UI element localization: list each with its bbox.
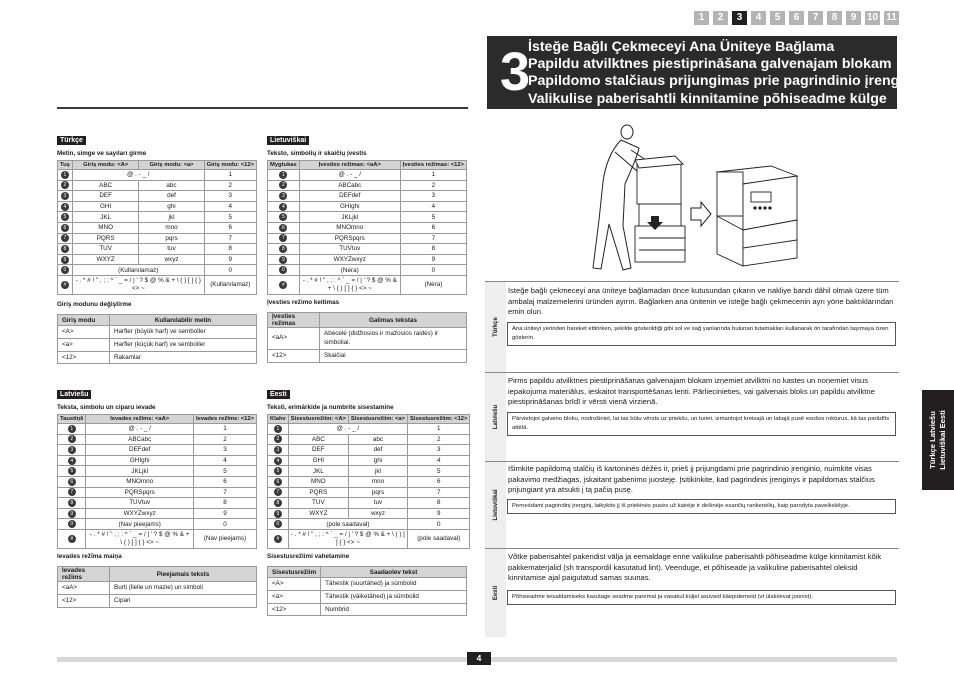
lang-badge-tr: Türkçe (57, 136, 86, 145)
table-row: 7 PQRS pqrs 7 (268, 487, 470, 498)
table-row: 4 GHIghi 4 (268, 201, 467, 212)
page-link-6[interactable]: 6 (789, 11, 804, 25)
page-link-8[interactable]: 8 (827, 11, 842, 25)
table-row: 5 JKL jkl 5 (58, 212, 257, 223)
page-link-1[interactable]: 1 (694, 11, 709, 25)
key-icon: 3 (274, 446, 282, 454)
page-number: 4 (467, 652, 491, 665)
page-link-5[interactable]: 5 (770, 11, 785, 25)
table-row: 4 GHI ghi 4 (268, 455, 470, 466)
key-icon: 8 (274, 499, 282, 507)
table-row: 0 (pole saadaval) 0 (268, 519, 470, 530)
lang-column-et: Eesti (485, 549, 506, 637)
key-icon: 7 (279, 234, 287, 242)
key-icon: 0 (279, 266, 287, 274)
column-header: Giriş modu: <A> (72, 161, 139, 170)
key-icon: # (274, 535, 282, 543)
table-row: 6 MNO mno 6 (58, 222, 257, 233)
key-icon: 4 (68, 457, 76, 465)
section-divider (485, 548, 899, 549)
table-row: 7 PQRSpqrs 7 (268, 233, 467, 244)
table-row: 9 WXYZwxyz 9 (58, 508, 257, 519)
instructions-et: Võtke paberisahtel pakendist välja ja eemaldage enne valikulise paberisahtli põhiseadme külge kinnitamist kõik pakkematerjalid (sh transpordil kasutatud lint). Veenduge, et põhiseade ja valikuline paberisahtel oleksid kinnitamise ajal paigutatud samas suunas. (508, 552, 882, 582)
printer-illustration (575, 120, 825, 275)
page-link-2[interactable]: 2 (713, 11, 728, 25)
column-header: Ievades režīms (58, 567, 110, 582)
column-header: Įvesties režimas: <12> (400, 161, 466, 170)
lang-column-tr: Türkçe (485, 282, 506, 372)
note-et: Põhiseadme teisaldamiseks kasutage seadme paremal ja vasakul küljel asuvaid käepidemeid (vt ülalolevat joonist). (507, 590, 896, 605)
table-row: 8 TUV tuv 8 (58, 244, 257, 255)
table-header-row (268, 567, 467, 578)
key-icon: 2 (279, 181, 287, 189)
key-icon: 0 (68, 520, 76, 528)
table-row: 0 (Nėra) 0 (268, 265, 467, 276)
lang-column-lv: Latviešu (485, 373, 506, 461)
key-icon: 2 (68, 435, 76, 443)
key-icon: 6 (61, 224, 69, 232)
table-row: 2 ABC abc 2 (268, 434, 470, 445)
table-header-row (58, 567, 257, 582)
table-row: <12> Cipari (58, 594, 257, 607)
language-side-tab (922, 390, 954, 490)
section-divider (485, 461, 899, 462)
key-icon: 9 (68, 510, 76, 518)
char-heading-tr: Metin, simge ve sayıları girme (57, 150, 147, 157)
column-header: Sisestusrežiim: <A> (288, 415, 348, 424)
table-row: 1 @ . - _ / 1 (268, 424, 470, 435)
table-row: <12> Skaičiai (268, 350, 467, 363)
step-title-et: Valikulise paberisahtli kinnitamine põhiseadme külge (528, 90, 887, 107)
page-nav (694, 11, 899, 25)
key-icon: 6 (274, 478, 282, 486)
table-row: 1 @ . - _ / 1 (268, 170, 467, 181)
column-header: Ievades režīms: <12> (193, 415, 256, 424)
note-lv: Pārvietojot galveno bloku, nodrošiniet, lai tas būtu vērsts uz priekšu, un turiet, izmantojot kreisajā un labajā pusē esošos rokturus, kā tas parādīts attēlā. (507, 412, 896, 436)
table-row: # - . * # ! " , ; : ^ ` _ = / | ' ? $ @ % & + \ ( ) [ ] { } <> ~ (Kullanılamaz) (58, 275, 257, 294)
mode-heading-lv: Ievades režīma maiņa (57, 553, 122, 560)
mode-table-lt (267, 312, 467, 363)
table-row: 3 DEFdef 3 (268, 191, 467, 202)
table-row: <12> Numbrid (268, 603, 467, 616)
table-row: 1 @ . - _ / 1 (58, 170, 257, 181)
instructions-lv: Pirms papildu atvilktnes piestiprināšanas galvenajam blokam izņemiet atvilktni no kastes un noņemiet visus iepakojuma materiālus, ieskaitot transportēšanas lenti. Pārliecinieties, vai galvenais bloks un papildu atvilktne piestiprināšanas brīdī ir vērsti vienā virzienā. (508, 376, 875, 406)
table-header-row (268, 415, 470, 424)
char-table-tr (57, 160, 257, 295)
table-row: <A> Harfler (büyük harf) ve semboller (58, 326, 257, 339)
step-titles (528, 39, 925, 108)
table-row: 6 MNOmno 6 (268, 222, 467, 233)
column-header: Ievades režīms: <aA> (86, 415, 194, 424)
table-row: 2 ABCabc 2 (268, 180, 467, 191)
column-header: Įvesties režimas: <aA> (299, 161, 400, 170)
note-lt: Perneśdami pagrindinį įrenginį, laikykite jį iš priekinės pusės už kairėje ir dešinėje esančių rankenėlių, kaip parodyta paveikslėlyje. (507, 499, 896, 514)
printer-body (635, 156, 685, 262)
key-icon: 5 (61, 213, 69, 221)
key-icon: 8 (61, 245, 69, 253)
table-header-row (58, 315, 257, 326)
table-row: # - . * # ! " , ; : ^ ` _ = / | ' ? $ @ % & + \ ( ) [ ] { } <> ~ (Nėra) (268, 275, 467, 294)
step-title-lv: Papildu atvilktnes piestiprināšana galvenajam blokam (528, 56, 892, 73)
table-row: <A> Tähestik (suurtähed) ja sümbolid (268, 578, 467, 591)
char-table-lv (57, 414, 257, 549)
char-table-lt (267, 160, 467, 295)
column-header: Taustiņš (58, 415, 86, 424)
key-icon: 3 (279, 192, 287, 200)
note-tr: Ana üniteyi yerinden hareket ettirirken, şekilde gösterildiği gibi sol ve sağ yanlarında bulunan tutamakları kullanarak ön tarafından taşımaya özen gösterin. (507, 322, 896, 346)
key-icon: 6 (279, 224, 287, 232)
char-table-et (267, 414, 470, 549)
key-icon: 0 (274, 520, 282, 528)
column-header: Giriş modu (58, 315, 110, 326)
table-row: 7 PQRS pqrs 7 (58, 233, 257, 244)
table-row: 0 (Kullanılamaz) 0 (58, 265, 257, 276)
key-icon: 4 (61, 203, 69, 211)
column-header: Sisestusrežiim (268, 567, 321, 578)
side-tab-line-2: Lietuviškai Eesti (938, 410, 947, 470)
key-icon: 8 (279, 245, 287, 253)
mode-heading-tr: Giriş modunu değiştirme (57, 301, 132, 308)
page-link-7[interactable]: 7 (808, 11, 823, 25)
column-header: Pieejamais teksts (110, 567, 257, 582)
mode-table-tr (57, 314, 257, 364)
table-row: 1 @ . - _ / 1 (58, 424, 257, 435)
table-row: # - . * # ! " , ; : ^ ` _ = / | ' ? $ @ % & + \ ( ) [ ] { } <> ~ (Nav pieejams) (58, 529, 257, 548)
table-row: <12> Rakamlar (58, 351, 257, 364)
step-header (487, 36, 925, 109)
step-title-lt: Papildomo stalčiaus prijungimas prie pagrindinio įrenginio (528, 73, 925, 90)
char-heading-lv: Teksta, simbolu un ciparu ievade (57, 404, 156, 411)
lang-badge-lv: Latviešu (57, 390, 91, 399)
key-icon: # (279, 281, 287, 289)
table-row: 3 DEF def 3 (268, 445, 470, 456)
page-link-11[interactable]: 11 (884, 11, 899, 25)
key-icon: # (68, 535, 76, 543)
column-header: Giriş modu: <a> (139, 161, 204, 170)
char-heading-et: Teksti, erimärkide ja numbrite sisestamine (267, 404, 394, 411)
table-row: 8 TUVtuv 8 (58, 498, 257, 509)
key-icon: 6 (68, 478, 76, 486)
page-link-3[interactable]: 3 (732, 11, 747, 25)
column-header: Tuş (58, 161, 73, 170)
table-row: 8 TUVtuv 8 (268, 244, 467, 255)
table-row: 5 JKLjkl 5 (58, 466, 257, 477)
table-row: 6 MNOmno 6 (58, 476, 257, 487)
table-row: 9 WXYZ wxyz 9 (268, 508, 470, 519)
column-header: Įvesties režimas (268, 313, 320, 328)
key-icon: 0 (61, 266, 69, 274)
key-icon: 7 (61, 234, 69, 242)
table-row: 2 ABCabc 2 (58, 434, 257, 445)
column-header: Sisestusrežiim: <12> (408, 415, 470, 424)
instructions-tr: İsteğe bağlı çekmeceyi ana üniteye bağlamadan önce kutusundan çıkarın ve nakliye bandı dâhil olmak üzere tüm ambalaj malzemelerini üründen ayırın. Bağlarken ana ünitenin ve isteğe bağlı çekmecenin ayrı yöne baktıklarından emin olun. (508, 286, 894, 316)
mode-heading-et: Sisestusrežiimi vahetamine (267, 553, 350, 560)
column-header: Kullanılabilir metin (110, 315, 257, 326)
mode-table-lv (57, 566, 257, 608)
arrow-right-icon (691, 202, 711, 226)
divider (57, 107, 468, 109)
key-icon: 3 (61, 192, 69, 200)
assembled-printer (717, 166, 797, 266)
table-row: 3 DEF def 3 (58, 191, 257, 202)
table-row: <aA> Burti (lielie un mazie) un simboli (58, 582, 257, 595)
key-icon: 4 (274, 457, 282, 465)
key-icon: # (61, 281, 69, 289)
table-row: # - . * # ! " , ; : ^ ` _ = / | ' ? $ @ % & + \ ( ) [ ] { } <> ~ (pole saadaval) (268, 529, 470, 548)
section-divider (485, 281, 899, 282)
table-row: <aA> Abėcėlė (didžiosios ir mažosios raidės) ir simboliai. (268, 328, 467, 350)
column-header: Galimas tekstas (320, 313, 467, 328)
mode-table-et (267, 566, 467, 616)
table-row: 8 TUV tuv 8 (268, 498, 470, 509)
key-icon: 1 (274, 425, 282, 433)
table-row: 5 JKLjkl 5 (268, 212, 467, 223)
page-link-4[interactable]: 4 (751, 11, 766, 25)
key-icon: 7 (274, 488, 282, 496)
key-icon: 7 (68, 488, 76, 496)
table-row: 5 JKL jkl 5 (268, 466, 470, 477)
step-title-tr: İsteğe Bağlı Çekmeceyi Ana Üniteye Bağlama (528, 39, 835, 55)
table-header-row (58, 161, 257, 170)
column-header: Klahv (268, 415, 289, 424)
step-number: 3 (499, 42, 531, 102)
side-tab-line-1: Türkçe Latviešu (928, 411, 937, 469)
lang-badge-et: Eesti (267, 390, 290, 399)
table-row: 4 GHIghi 4 (58, 455, 257, 466)
column-header: Mygtukas (268, 161, 300, 170)
column-header: Sisestusrežiim: <a> (348, 415, 407, 424)
page-link-10[interactable]: 10 (866, 12, 879, 23)
table-row: 7 PQRSpqrs 7 (58, 487, 257, 498)
section-divider (485, 372, 899, 373)
table-row: <a> Harfler (küçük harf) ve semboller (58, 338, 257, 351)
table-row: 6 MNO mno 6 (268, 476, 470, 487)
table-header-row (268, 161, 467, 170)
key-icon: 1 (61, 171, 69, 179)
column-header: Giriş modu: <12> (204, 161, 256, 170)
table-row: 3 DEFdef 3 (58, 445, 257, 456)
key-icon: 9 (274, 510, 282, 518)
key-icon: 1 (279, 171, 287, 179)
key-icon: 3 (68, 446, 76, 454)
lang-badge-lt: Lietuviškai (267, 136, 309, 145)
key-icon: 2 (61, 181, 69, 189)
key-icon: 9 (279, 256, 287, 264)
lang-column-lt: Lietuviškai (485, 462, 506, 548)
table-row: <a> Tähestik (väiketähed) ja sümbolid (268, 590, 467, 603)
key-icon: 2 (274, 435, 282, 443)
column-header: Saadaolev tekst (321, 567, 467, 578)
key-icon: 9 (61, 256, 69, 264)
table-row: 2 ABC abc 2 (58, 180, 257, 191)
key-icon: 5 (274, 467, 282, 475)
page-link-9[interactable]: 9 (846, 11, 861, 25)
table-row: 4 GHI ghi 4 (58, 201, 257, 212)
key-icon: 8 (68, 499, 76, 507)
char-heading-lt: Teksto, simbolių ir skaičių įvestis (267, 150, 367, 157)
table-header-row (58, 415, 257, 424)
key-icon: 5 (279, 213, 287, 221)
key-icon: 4 (279, 203, 287, 211)
table-row: 9 WXYZ wxyz 9 (58, 254, 257, 265)
key-icon: 1 (68, 425, 76, 433)
instructions-lt: Išimkite papildomą stalčių iš kartoninės dėžės ir, prieš jį prijungdami prie pagrindinio įrenginio, nuimkite visas pakavimo medžiagas, įskaitant gabenimo juosteję. Įsitikinkite, kad pagrindinis įrenginys ir papildomas stalčius prijungiant yra atsukti į tą pačią pusę. (508, 464, 875, 494)
mode-heading-lt: Įvesties režimo keitimas (267, 299, 340, 306)
table-row: 9 WXYZwxyz 9 (268, 254, 467, 265)
table-row: 0 (Nav pieejams) 0 (58, 519, 257, 530)
key-icon: 5 (68, 467, 76, 475)
table-header-row (268, 313, 467, 328)
